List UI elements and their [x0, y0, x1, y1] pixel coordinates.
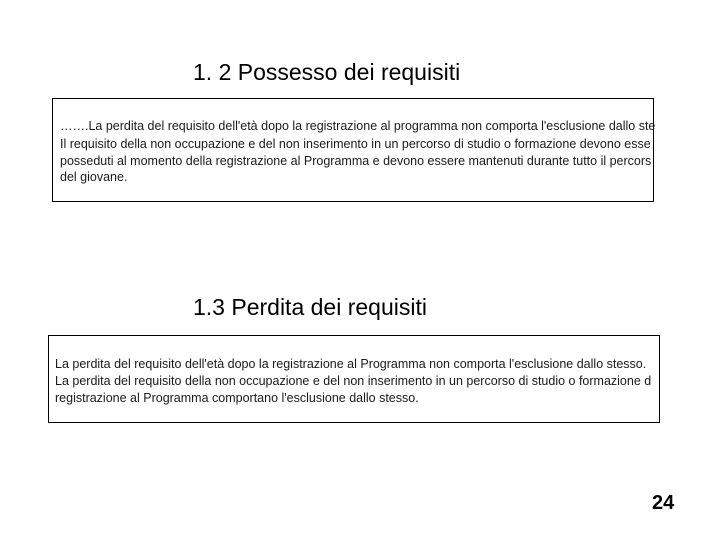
page-number: 24: [652, 492, 675, 514]
section-title-perdita-requisiti: 1.3 Perdita dei requisiti: [193, 294, 427, 320]
text-line: posseduti al momento della registrazione al Programma e devono essere mantenuti durante tutto il percors: [60, 154, 652, 168]
text-line: Il requisito della non occupazione e del non inserimento in un percorso di studio o formazione devono esse: [60, 137, 651, 151]
text-line: La perdita del requisito dell'età dopo la registrazione al Programma non comporta l'esclusione dallo stesso.: [55, 357, 647, 371]
text-line: La perdita del requisito della non occupazione e del non inserimento in un percorso di studio o formazione d: [55, 374, 652, 388]
section-title-possesso-requisiti: 1. 2 Possesso dei requisiti: [193, 59, 461, 85]
text-line: …….La perdita del requisito dell'età dopo la registrazione al programma non comporta l'esclusione dallo ste: [60, 119, 656, 133]
text-line: registrazione al Programma comportano l'esclusione dallo stesso.: [55, 391, 419, 405]
text-line: del giovane.: [60, 170, 128, 184]
